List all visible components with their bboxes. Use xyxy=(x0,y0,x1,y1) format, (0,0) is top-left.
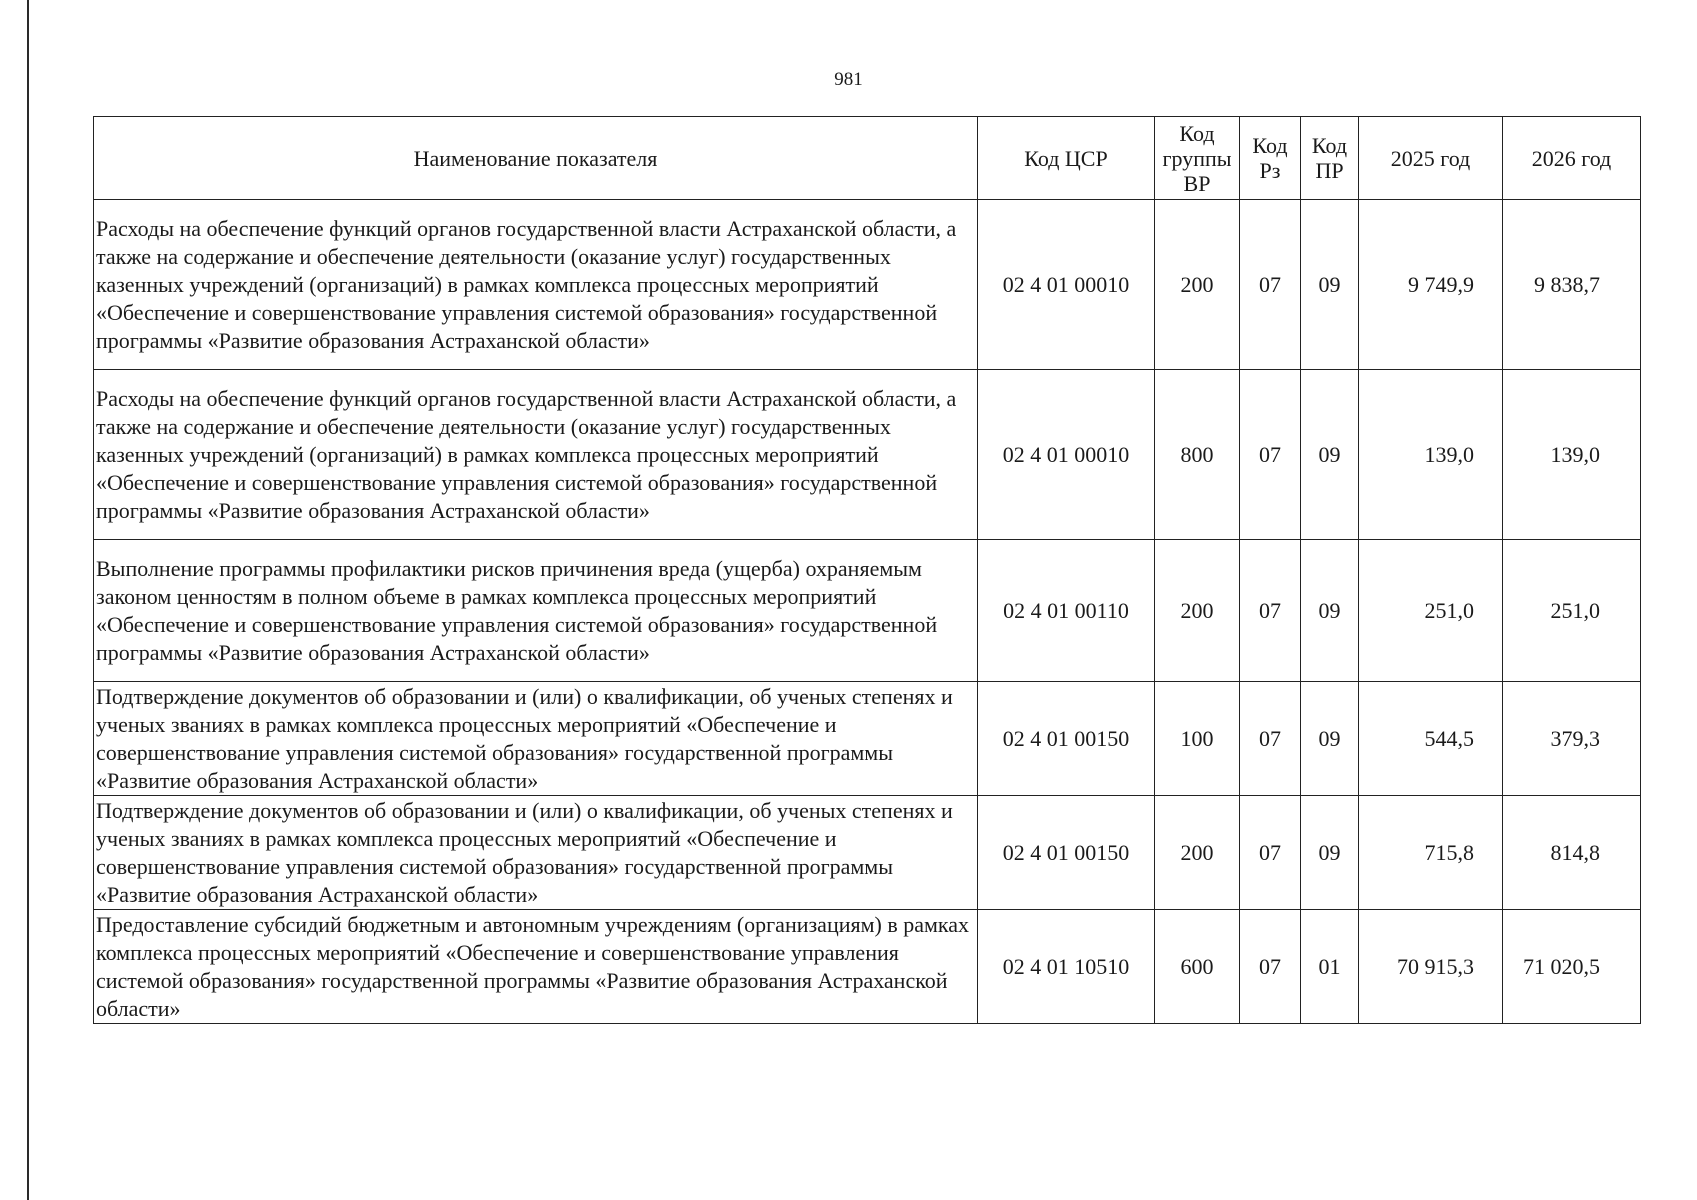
cell-name: Предоставление субсидий бюджетным и автономным учреждениям (организациям) в рамках комплекса процессных мероприятий «Обеспечение и совершенствование управления системой образования» государственной программы «Развитие образования Астраханской области» xyxy=(94,910,978,1024)
cell-2025: 9 749,9 xyxy=(1359,200,1503,370)
cell-2025: 139,0 xyxy=(1359,370,1503,540)
cell-csr: 02 4 01 00150 xyxy=(978,796,1155,910)
header-vr: Код группы ВР xyxy=(1155,117,1240,200)
cell-rz: 07 xyxy=(1240,540,1301,682)
cell-vr: 200 xyxy=(1155,200,1240,370)
cell-name: Расходы на обеспечение функций органов государственной власти Астраханской области, а также на содержание и обеспечение деятельности (оказание услуг) государственных казенных учреждений (организаций) в рамках комплекса процессных мероприятий «Обеспечение и совершенствование управления системой образования» государственной программы «Развитие образования Астраханской области» xyxy=(94,370,978,540)
cell-vr: 600 xyxy=(1155,910,1240,1024)
cell-name: Выполнение программы профилактики рисков причинения вреда (ущерба) охраняемым законом ценностям в полном объеме в рамках комплекса процессных мероприятий «Обеспечение и совершенствование управления системой образования» государственной программы «Развитие образования Астраханской области» xyxy=(94,540,978,682)
header-2025: 2025 год xyxy=(1359,117,1503,200)
cell-2026: 9 838,7 xyxy=(1503,200,1641,370)
cell-2025: 70 915,3 xyxy=(1359,910,1503,1024)
cell-vr: 800 xyxy=(1155,370,1240,540)
cell-rz: 07 xyxy=(1240,796,1301,910)
budget-table xyxy=(93,116,1641,1024)
cell-csr: 02 4 01 00110 xyxy=(978,540,1155,682)
table-row xyxy=(94,682,1641,796)
cell-2026: 379,3 xyxy=(1503,682,1641,796)
header-pr: Код ПР xyxy=(1301,117,1359,200)
cell-pr: 09 xyxy=(1301,200,1359,370)
cell-csr: 02 4 01 00150 xyxy=(978,682,1155,796)
cell-vr: 200 xyxy=(1155,540,1240,682)
cell-pr: 09 xyxy=(1301,682,1359,796)
cell-name: Подтверждение документов об образовании и (или) о квалификации, об ученых степенях и ученых званиях в рамках комплекса процессных мероприятий «Обеспечение и совершенствование управления системой образования» государственной программы «Развитие образования Астраханской области» xyxy=(94,796,978,910)
header-rz: Код Рз xyxy=(1240,117,1301,200)
cell-rz: 07 xyxy=(1240,910,1301,1024)
cell-2026: 71 020,5 xyxy=(1503,910,1641,1024)
header-2026: 2026 год xyxy=(1503,117,1641,200)
cell-name: Расходы на обеспечение функций органов государственной власти Астраханской области, а также на содержание и обеспечение деятельности (оказание услуг) государственных казенных учреждений (организаций) в рамках комплекса процессных мероприятий «Обеспечение и совершенствование управления системой образования» государственной программы «Развитие образования Астраханской области» xyxy=(94,200,978,370)
cell-2026: 139,0 xyxy=(1503,370,1641,540)
table-row xyxy=(94,370,1641,540)
table-row xyxy=(94,796,1641,910)
header-csr: Код ЦСР xyxy=(978,117,1155,200)
table-row xyxy=(94,200,1641,370)
cell-csr: 02 4 01 10510 xyxy=(978,910,1155,1024)
cell-vr: 200 xyxy=(1155,796,1240,910)
cell-rz: 07 xyxy=(1240,682,1301,796)
table-header-row xyxy=(94,117,1641,200)
cell-rz: 07 xyxy=(1240,200,1301,370)
cell-pr: 09 xyxy=(1301,540,1359,682)
cell-2025: 544,5 xyxy=(1359,682,1503,796)
cell-pr: 09 xyxy=(1301,796,1359,910)
header-name: Наименование показателя xyxy=(94,117,978,200)
cell-name: Подтверждение документов об образовании и (или) о квалификации, об ученых степенях и ученых званиях в рамках комплекса процессных мероприятий «Обеспечение и совершенствование управления системой образования» государственной программы «Развитие образования Астраханской области» xyxy=(94,682,978,796)
cell-vr: 100 xyxy=(1155,682,1240,796)
cell-2025: 251,0 xyxy=(1359,540,1503,682)
cell-pr: 01 xyxy=(1301,910,1359,1024)
cell-csr: 02 4 01 00010 xyxy=(978,370,1155,540)
cell-2025: 715,8 xyxy=(1359,796,1503,910)
binding-margin-line xyxy=(27,0,29,1200)
cell-csr: 02 4 01 00010 xyxy=(978,200,1155,370)
cell-2026: 251,0 xyxy=(1503,540,1641,682)
cell-pr: 09 xyxy=(1301,370,1359,540)
cell-2026: 814,8 xyxy=(1503,796,1641,910)
table-row xyxy=(94,910,1641,1024)
table-row xyxy=(94,540,1641,682)
page-number: 981 xyxy=(834,69,863,90)
cell-rz: 07 xyxy=(1240,370,1301,540)
